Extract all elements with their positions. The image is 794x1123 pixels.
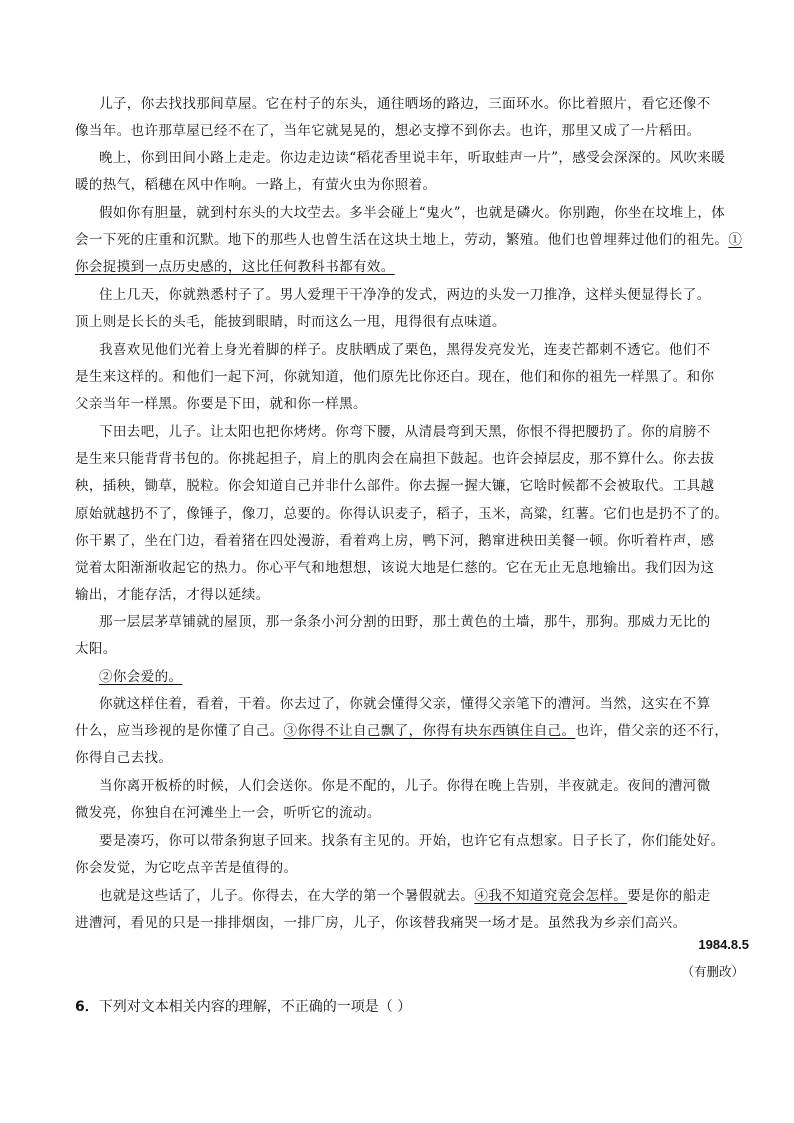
paragraph-line: 像当年。也许那草屋已经不在了，当年它就晃晃的，想必支撑不到你去。也许，那里又成了一片稻田。 — [75, 123, 701, 139]
paragraph-line: 你会发觉，为它吃点辛苦是值得的。 — [75, 860, 298, 876]
paragraph-line: 微发亮，你独自在河滩坐上一会，听听它的流动。 — [75, 805, 381, 821]
paragraph-line — [75, 721, 728, 741]
underlined-sentence-3: ③你得不让自己飘了，你得有块东西镇住自己。 — [283, 723, 576, 739]
date-stamp: 1984.8.5 — [698, 937, 749, 952]
paragraph-line — [99, 886, 711, 906]
paragraph-line: 父亲当年一样黑。你要是下田，就和你一样黑。 — [75, 396, 367, 412]
paragraph-line: 我喜欢见他们光着上身光着脚的样子。皮肤晒成了栗色，黑得发亮发光，连麦芒都刺不透它。他们不 — [99, 342, 711, 358]
paragraph-line: 要是凑巧，你可以带条狗崽子回来。找条有主见的。开始，也许它有点想家。日子长了，你们能处好。 — [99, 833, 725, 849]
paragraph-line: 住上几天，你就熟悉村子了。男人爱理干干净净的发式，两边的头发一刀推净，这样头便显得长了。 — [99, 287, 711, 303]
paragraph-line: 你得自己去找。 — [75, 750, 173, 766]
paragraph-line: 是生来这样的。和他们一起下河，你就知道，他们原先比你还白。现在，他们和你的祖先一样黑了。和你 — [75, 369, 715, 385]
question-number: 6． — [75, 999, 99, 1015]
underlined-sentence-4: ④我不知道究竟会怎样。 — [474, 888, 628, 904]
text-span: 什么，应当珍视的是你懂了自己。 — [75, 723, 284, 739]
paragraph-line: 晚上，你到田间小路上走走。你边走边读“稻花香里说丰年，听取蛙声一片”，感受会深深的。风吹来暖 — [99, 150, 726, 166]
paragraph-line: 是生来只能背背书包的。你挑起担子，肩上的肌肉会在扁担下鼓起。也许会掉层皮，那不算什么。你去拔 — [75, 451, 715, 467]
edit-note: （有删改） — [681, 964, 744, 979]
paragraph-line: 那一层层茅草铺就的屋顶，那一条条小河分割的田野，那土黄色的土墙，那牛，那狗。那威力无比的 — [99, 614, 711, 630]
underlined-sentence-1: 你会捉摸到一点历史感的，这比任何教科书都有效。 — [75, 259, 395, 275]
underlined-sentence-2: ②你会爱的。 — [99, 669, 183, 685]
text-span: 要是你的船走 — [627, 888, 711, 904]
underlined-marker: ① — [728, 232, 743, 248]
question-6 — [75, 996, 411, 1016]
text-span: 会一下死的庄重和沉默。地下的那些人也曾生活在这块土地上，劳动，繁殖。他们也曾埋葬过他们的祖先。 — [75, 232, 729, 248]
paragraph-line: 觉着太阳渐渐收起它的热力。你心平气和地想想，该说大地是仁慈的。它在无止无息地输出。我们因为这 — [75, 560, 715, 576]
paragraph-line: 秧，插秧，锄草，脱粒。你会知道自己并非什么部件。你去握一握大镰，它啥时候都不会被取代。工具越 — [75, 478, 715, 494]
paragraph-line: 进漕河，看见的只是一排排烟囱，一排厂房，儿子，你该替我痛哭一场才是。虽然我为乡亲们高兴。 — [75, 915, 687, 931]
paragraph-line: 输出，才能存活，才得以延续。 — [75, 587, 270, 603]
text-span: 也许，借父亲的还不行， — [575, 723, 729, 739]
paragraph-line: 下田去吧，儿子。让太阳也把你烤烤。你弯下腰，从清晨弯到天黑，你恨不得把腰扔了。你的肩膀不 — [99, 424, 711, 440]
paragraph-line — [75, 230, 742, 250]
paragraph-line: 假如你有胆量，就到村东头的大坟茔去。多半会碰上“鬼火”，也就是磷火。你别跑，你坐在坟堆上，体 — [99, 205, 726, 221]
paragraph-line: 你干累了，坐在门边，看着猪在四处漫游，看着鸡上房，鸭下河，鹅窜进秧田美餐一顿。你听着杵声，感 — [75, 533, 715, 549]
question-text: 下列对文本相关内容的理解，不正确的一项是（ ） — [98, 999, 412, 1015]
text-span: 也就是这些话了，儿子。你得去，在大学的第一个暑假就去。 — [99, 888, 475, 904]
paragraph-line: 暖的热气，稻穗在风中作响。一路上，有萤火虫为你照着。 — [75, 177, 437, 193]
paragraph-line: 顶上则是长长的头毛，能披到眼睛，时而这么一甩，甩得很有点味道。 — [75, 314, 506, 330]
paragraph-line: 原始就越扔不了，像锤子，像刀，总要的。你得认识麦子，稻子，玉米，高粱，红薯。它们也是扔不了的。 — [75, 506, 729, 522]
paragraph-line: 儿子，你去找找那间草屋。它在村子的东头，通往晒场的路边，三面环水。你比着照片，看它还像不 — [99, 96, 711, 112]
paragraph-line: 你就这样住着，看着，干着。你去过了，你就会懂得父亲，懂得父亲笔下的漕河。当然，这实在不算 — [99, 696, 711, 712]
paragraph-line: 太阳。 — [75, 641, 117, 657]
paragraph-line: 当你离开板桥的时候，人们会送你。你是不配的，儿子。你得在晚上告别，半夜就走。夜间的漕河微 — [99, 778, 711, 794]
